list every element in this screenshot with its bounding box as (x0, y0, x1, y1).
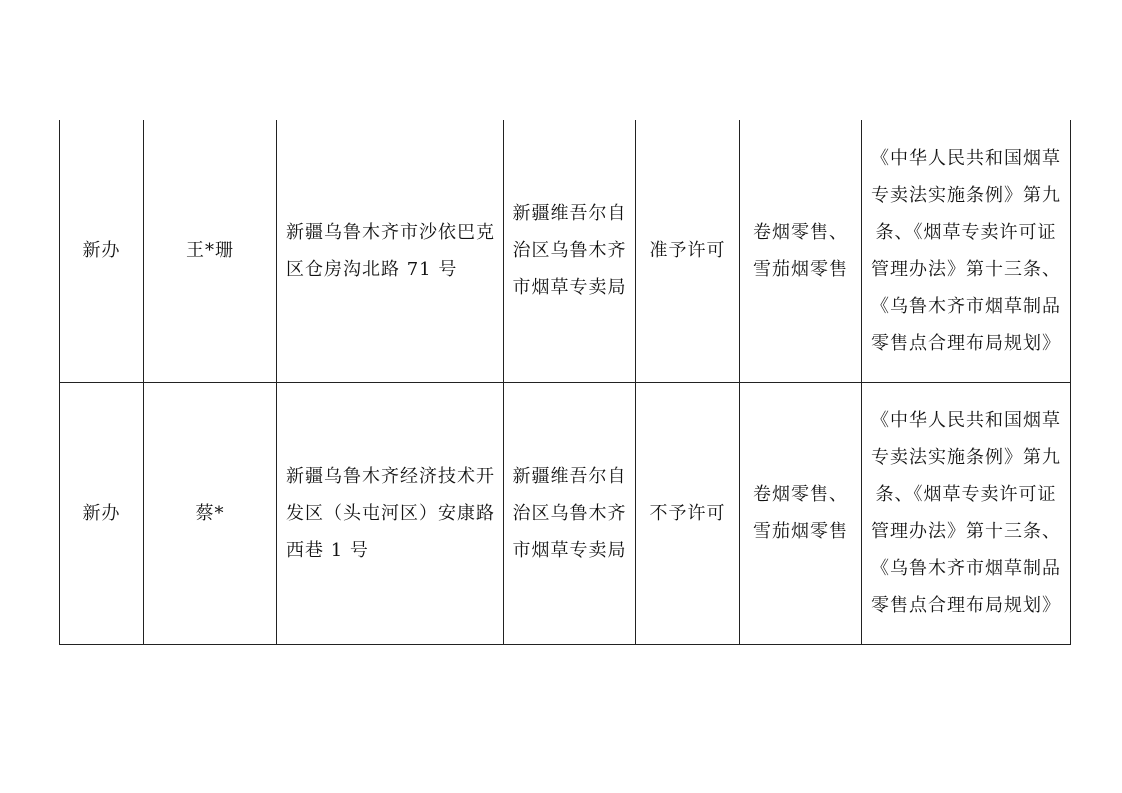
legal-basis: 《中华人民共和国烟草专卖法实施条例》第九条、《烟草专卖许可证管理办法》第十三条、《乌鲁木齐市烟草制品零售点合理布局规划》 (871, 410, 1061, 616)
business-scope: 卷烟零售、雪茄烟零售 (753, 221, 848, 280)
table-row (60, 382, 1071, 644)
address-cell (277, 120, 504, 382)
business-address: 新疆乌鲁木齐经济技术开发区（头屯河区）安康路西巷 1 号 (286, 465, 495, 561)
application-type-cell (60, 382, 144, 644)
license-decision: 准予许可 (649, 240, 726, 262)
business-address: 新疆乌鲁木齐市沙依巴克区仓房沟北路 71 号 (286, 221, 495, 280)
business-scope: 卷烟零售、雪茄烟零售 (753, 484, 848, 542)
decision-cell (636, 120, 740, 382)
application-type: 新办 (82, 240, 121, 262)
applicant-name: 王*珊 (186, 240, 234, 262)
authority-cell (504, 120, 636, 382)
licensing-authority: 新疆维吾尔自治区乌鲁木齐市烟草专卖局 (512, 203, 627, 299)
application-type: 新办 (82, 502, 121, 524)
license-table (59, 120, 1071, 645)
applicant-name-cell (144, 120, 277, 382)
address-cell (277, 382, 504, 644)
license-decision: 不予许可 (649, 502, 726, 524)
legal-basis-cell (862, 382, 1071, 644)
decision-cell (636, 382, 740, 644)
table-row (60, 120, 1071, 382)
scope-cell (740, 120, 862, 382)
scope-cell (740, 382, 862, 644)
legal-basis-cell (862, 120, 1071, 382)
legal-basis: 《中华人民共和国烟草专卖法实施条例》第九条、《烟草专卖许可证管理办法》第十三条、《乌鲁木齐市烟草制品零售点合理布局规划》 (871, 147, 1061, 354)
applicant-name: 蔡* (195, 502, 225, 524)
licensing-authority: 新疆维吾尔自治区乌鲁木齐市烟草专卖局 (512, 465, 627, 561)
application-type-cell (60, 120, 144, 382)
applicant-name-cell (144, 382, 277, 644)
authority-cell (504, 382, 636, 644)
